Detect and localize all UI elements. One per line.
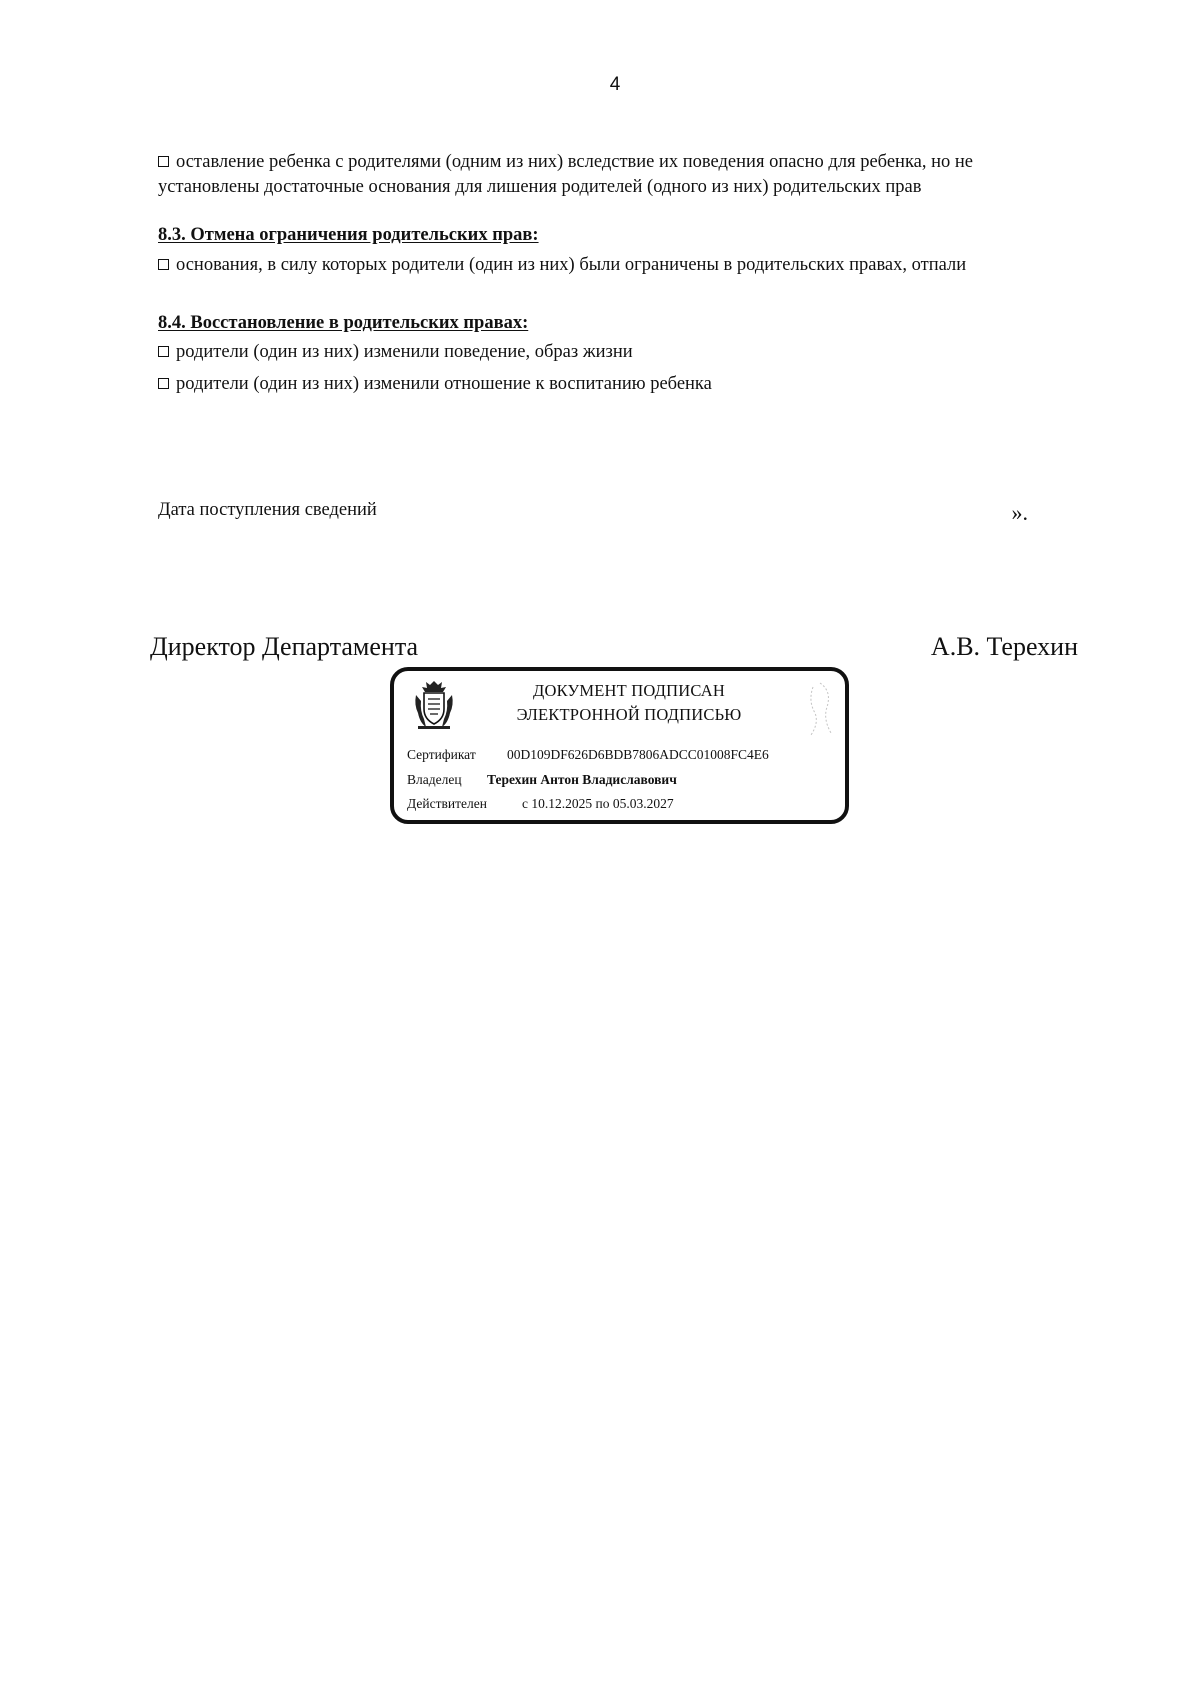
hologram-seal-icon xyxy=(805,679,835,739)
intro-item-line2: установлены достаточные основания для лишения родителей (одного из них) родительских прав xyxy=(158,177,922,197)
signature-row xyxy=(150,632,1078,662)
section-8-3-heading: 8.3. Отмена ограничения родительских прав: xyxy=(158,225,539,245)
certificate-value: 00D109DF626D6BDB7806ADCC01008FC4E6 xyxy=(507,747,769,762)
section-8-4 xyxy=(158,311,1088,397)
section-8-3 xyxy=(158,223,1088,278)
checkbox-icon[interactable] xyxy=(158,346,169,357)
valid-label: Действителен xyxy=(407,796,487,811)
section-8-4-item-1-text: родители (один из них) изменили поведение, образ жизни xyxy=(176,342,633,362)
signatory-name: А.В. Терехин xyxy=(930,632,1078,661)
date-received-label: Дата поступления сведений xyxy=(158,500,377,520)
coat-of-arms-icon xyxy=(412,679,456,731)
section-8-3-item-text: основания, в силу которых родители (один из них) были ограничены в родительских правах, отпали xyxy=(176,255,967,275)
owner-value: Терехин Антон Владиславович xyxy=(487,772,677,787)
date-received-closing: ». xyxy=(1011,500,1028,525)
checkbox-icon[interactable] xyxy=(158,378,169,389)
stamp-owner-row xyxy=(407,772,677,788)
section-8-4-item-2-text: родители (один из них) изменили отношение к воспитанию ребенка xyxy=(176,374,712,394)
section-8-4-item-2 xyxy=(158,372,1088,397)
page-number: 4 xyxy=(609,74,621,95)
signatory-position: Директор Департамента xyxy=(150,632,419,661)
intro-item-line1: оставление ребенка с родителями (одним из них) вследствие их поведения опасно для ребенка, но не xyxy=(176,152,973,172)
stamp-title-line2: ЭЛЕКТРОННОЙ ПОДПИСЬЮ xyxy=(516,705,742,724)
checkbox-icon[interactable] xyxy=(158,259,169,270)
stamp-title xyxy=(464,679,794,727)
certificate-label: Сертификат xyxy=(407,747,476,762)
section-8-4-heading: 8.4. Восстановление в родительских правах: xyxy=(158,313,529,333)
stamp-certificate-row xyxy=(407,747,769,763)
stamp-title-line1: ДОКУМЕНТ ПОДПИСАН xyxy=(533,681,725,700)
date-received-line xyxy=(158,500,1028,525)
section-8-4-item-1 xyxy=(158,340,1088,365)
checkbox-icon[interactable] xyxy=(158,156,169,167)
section-8-3-item xyxy=(158,253,1088,278)
electronic-signature-stamp xyxy=(390,667,849,824)
valid-value: с 10.12.2025 по 05.03.2027 xyxy=(522,796,674,811)
stamp-valid-row xyxy=(407,796,674,812)
intro-item xyxy=(158,150,1088,200)
owner-label: Владелец xyxy=(407,772,462,787)
